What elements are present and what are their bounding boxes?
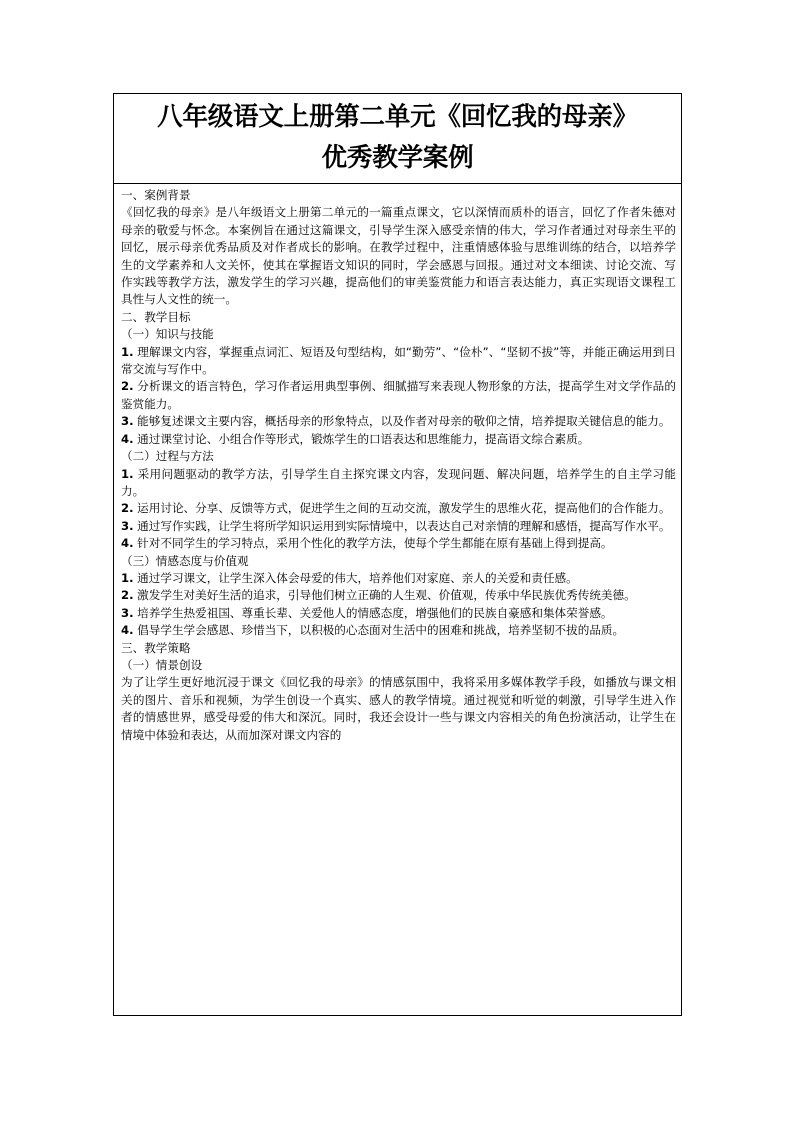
list-item: 3. 培养学生热爱祖国、尊重长辈、关爱他人的情感态度，增强他们的民族自豪感和集体荣誉感。	[121, 605, 613, 620]
subsection-heading: （一）情景创设	[121, 657, 203, 672]
list-item: 2. 激发学生对美好生活的追求，引导他们树立正确的人生观、价值观，传承中华民族优秀传统美德。	[121, 588, 636, 603]
list-item: 4. 倡导学生学会感恩、珍惜当下，以积极的心态面对生活中的困难和挑战，培养坚韧不拔的品质。	[121, 623, 625, 638]
page-title: 八年级语文上册第二单元《回忆我的母亲》	[157, 102, 638, 132]
list-item: 1. 采用问题驱动的教学方法，引导学生自主探究课文内容，发现问题、解决问题，培养学生的自主学习能力。	[121, 466, 676, 498]
paragraph: 为了让学生更好地沉浸于课文《回忆我的母亲》的情感氛围中，我将采用多媒体教学手段，如播放与课文相关的图片、音乐和视频，为学生创设一个真实、感人的教学情境。通过视觉和听觉的刺激，引导学生进入作者的情感世界，感受母爱的伟大和深沉。同时，我还会设计一些与课文内容相关的角色扮演活动，让学生在情境中体验和表达，从而加深对课文内容的	[121, 675, 676, 742]
paragraph: 《回忆我的母亲》是八年级语文上册第二单元的一篇重点课文，它以深情而质朴的语言，回忆了作者朱德对母亲的敬爱与怀念。本案例旨在通过这篇课文，引导学生深入感受亲情的伟大，学习作者通过对母亲生平的回忆，展示母亲优秀品质及对作者成长的影响。在教学过程中，注重情感体验与思维训练的结合，以培养学生的文学素养和人文关怀，使其在掌握语文知识的同时，学会感恩与回报。通过对文本细读、讨论交流、写作实践等教学方法，激发学生的学习兴趣，提高他们的审美鉴赏能力和语言表达能力，真正实现语文课程工具性与人文性的统一。	[121, 205, 676, 307]
section-heading: 一、案例背景	[121, 188, 191, 202]
subsection-heading: （三）情感态度与价值观	[121, 553, 249, 568]
list-item: 3. 能够复述课文主要内容，概括母亲的形象特点，以及作者对母亲的敬仰之情，培养提取关键信息的能力。	[121, 414, 671, 429]
list-item: 4. 通过课堂讨论、小组合作等形式，锻炼学生的口语表达和思维能力，提高语文综合素质。	[121, 431, 590, 446]
list-item: 4. 针对不同学生的学习特点，采用个性化的教学方法，使每个学生都能在原有基础上得到提高。	[121, 536, 613, 551]
section-heading: 三、教学策略	[121, 640, 191, 655]
subsection-heading: （二）过程与方法	[121, 449, 214, 464]
list-item: 1. 通过学习课文，让学生深入体会母爱的伟大，培养他们对家庭、亲人的关爱和责任感。	[121, 570, 578, 585]
page-subtitle: 优秀教学案例	[321, 143, 474, 173]
list-item: 2. 运用讨论、分享、反馈等方式，促进学生之间的互动交流，激发学生的思维火花，提高他们的合作能力。	[121, 501, 671, 516]
document-table	[113, 93, 682, 1016]
content-cell	[114, 184, 681, 744]
subsection-heading: （一）知识与技能	[121, 327, 214, 342]
title-cell	[114, 94, 681, 184]
section-heading: 二、教学目标	[121, 309, 191, 324]
list-item: 2. 分析课文的语言特色，学习作者运用典型事例、细腻描写来表现人物形象的方法，提高学生对文学作品的鉴赏能力。	[121, 379, 676, 411]
list-item: 3. 通过写作实践，让学生将所学知识运用到实际情境中，以表达自己对亲情的理解和感悟，提高写作水平。	[121, 518, 671, 533]
list-item: 1. 理解课文内容，掌握重点词汇、短语及句型结构，如“勤劳”、“俭朴”、“坚韧不拔”等，并能正确运用到日常交流与写作中。	[121, 344, 677, 377]
